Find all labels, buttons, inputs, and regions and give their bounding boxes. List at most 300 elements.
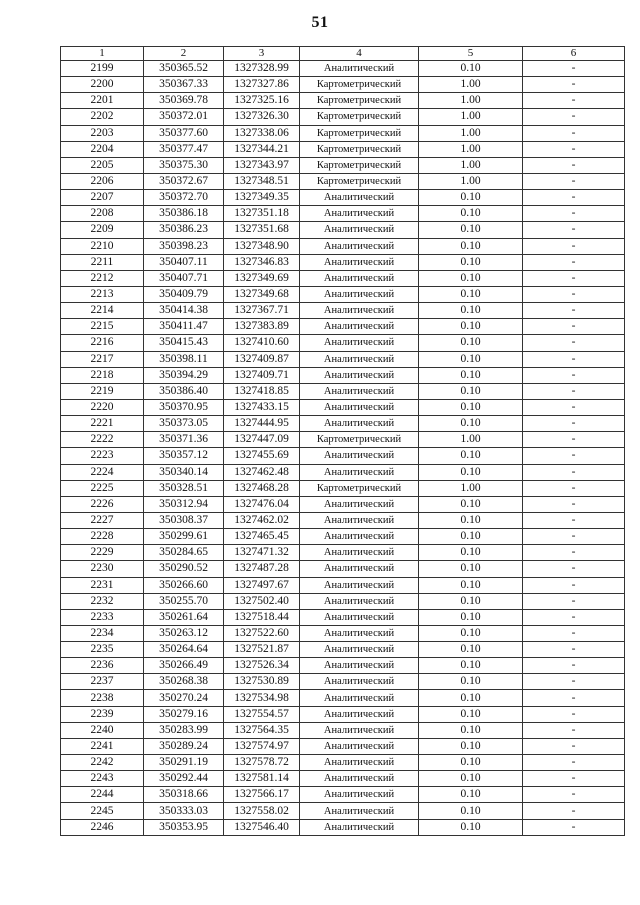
accuracy-cell: 1.00 <box>419 93 523 109</box>
method-cell: Картометрический <box>300 157 419 173</box>
method-cell: Аналитический <box>300 787 419 803</box>
x-coordinate-cell: 350333.03 <box>144 803 224 819</box>
note-cell: - <box>523 771 625 787</box>
x-coordinate-cell: 350284.65 <box>144 545 224 561</box>
table-row <box>61 351 625 367</box>
x-coordinate-cell: 350268.38 <box>144 674 224 690</box>
y-coordinate-cell: 1327564.35 <box>224 722 300 738</box>
accuracy-cell: 0.10 <box>419 545 523 561</box>
note-cell: - <box>523 561 625 577</box>
y-coordinate-cell: 1327444.95 <box>224 416 300 432</box>
accuracy-cell: 0.10 <box>419 367 523 383</box>
note-cell: - <box>523 593 625 609</box>
y-coordinate-cell: 1327409.87 <box>224 351 300 367</box>
table-row <box>61 93 625 109</box>
x-coordinate-cell: 350328.51 <box>144 480 224 496</box>
point-number-cell: 2240 <box>61 722 144 738</box>
note-cell: - <box>523 399 625 415</box>
method-cell: Аналитический <box>300 706 419 722</box>
point-number-cell: 2206 <box>61 173 144 189</box>
y-coordinate-cell: 1327349.35 <box>224 190 300 206</box>
y-coordinate-cell: 1327566.17 <box>224 787 300 803</box>
table-row <box>61 432 625 448</box>
method-cell: Аналитический <box>300 529 419 545</box>
accuracy-cell: 0.10 <box>419 787 523 803</box>
accuracy-cell: 0.10 <box>419 642 523 658</box>
point-number-cell: 2228 <box>61 529 144 545</box>
point-number-cell: 2209 <box>61 222 144 238</box>
accuracy-cell: 0.10 <box>419 254 523 270</box>
note-cell: - <box>523 61 625 77</box>
x-coordinate-cell: 350377.47 <box>144 141 224 157</box>
method-cell: Аналитический <box>300 625 419 641</box>
table-row <box>61 771 625 787</box>
x-coordinate-cell: 350371.36 <box>144 432 224 448</box>
note-cell: - <box>523 819 625 835</box>
coordinates-table <box>60 46 625 836</box>
y-coordinate-cell: 1327487.28 <box>224 561 300 577</box>
point-number-cell: 2246 <box>61 819 144 835</box>
x-coordinate-cell: 350411.47 <box>144 319 224 335</box>
note-cell: - <box>523 319 625 335</box>
note-cell: - <box>523 464 625 480</box>
method-cell: Аналитический <box>300 286 419 302</box>
table-row <box>61 77 625 93</box>
x-coordinate-cell: 350369.78 <box>144 93 224 109</box>
note-cell: - <box>523 173 625 189</box>
column-header-1: 1 <box>61 47 144 61</box>
x-coordinate-cell: 350375.30 <box>144 157 224 173</box>
method-cell: Аналитический <box>300 803 419 819</box>
point-number-cell: 2225 <box>61 480 144 496</box>
note-cell: - <box>523 609 625 625</box>
accuracy-cell: 0.10 <box>419 609 523 625</box>
y-coordinate-cell: 1327348.90 <box>224 238 300 254</box>
x-coordinate-cell: 350291.19 <box>144 755 224 771</box>
note-cell: - <box>523 222 625 238</box>
x-coordinate-cell: 350261.64 <box>144 609 224 625</box>
point-number-cell: 2214 <box>61 303 144 319</box>
note-cell: - <box>523 738 625 754</box>
point-number-cell: 2232 <box>61 593 144 609</box>
x-coordinate-cell: 350372.70 <box>144 190 224 206</box>
point-number-cell: 2207 <box>61 190 144 206</box>
x-coordinate-cell: 350372.67 <box>144 173 224 189</box>
x-coordinate-cell: 350377.60 <box>144 125 224 141</box>
accuracy-cell: 0.10 <box>419 238 523 254</box>
note-cell: - <box>523 93 625 109</box>
y-coordinate-cell: 1327455.69 <box>224 448 300 464</box>
accuracy-cell: 0.10 <box>419 738 523 754</box>
y-coordinate-cell: 1327526.34 <box>224 658 300 674</box>
method-cell: Аналитический <box>300 545 419 561</box>
point-number-cell: 2201 <box>61 93 144 109</box>
note-cell: - <box>523 270 625 286</box>
accuracy-cell: 0.10 <box>419 512 523 528</box>
note-cell: - <box>523 367 625 383</box>
accuracy-cell: 0.10 <box>419 755 523 771</box>
method-cell: Аналитический <box>300 383 419 399</box>
accuracy-cell: 0.10 <box>419 270 523 286</box>
y-coordinate-cell: 1327349.69 <box>224 270 300 286</box>
y-coordinate-cell: 1327409.71 <box>224 367 300 383</box>
accuracy-cell: 1.00 <box>419 141 523 157</box>
method-cell: Аналитический <box>300 367 419 383</box>
accuracy-cell: 1.00 <box>419 432 523 448</box>
x-coordinate-cell: 350414.38 <box>144 303 224 319</box>
method-cell: Аналитический <box>300 690 419 706</box>
y-coordinate-cell: 1327476.04 <box>224 496 300 512</box>
accuracy-cell: 0.10 <box>419 383 523 399</box>
x-coordinate-cell: 350415.43 <box>144 335 224 351</box>
table-row <box>61 416 625 432</box>
x-coordinate-cell: 350367.33 <box>144 77 224 93</box>
table-header-row <box>61 47 625 61</box>
note-cell: - <box>523 529 625 545</box>
table-row <box>61 803 625 819</box>
accuracy-cell: 0.10 <box>419 577 523 593</box>
method-cell: Аналитический <box>300 609 419 625</box>
table-row <box>61 609 625 625</box>
point-number-cell: 2221 <box>61 416 144 432</box>
x-coordinate-cell: 350299.61 <box>144 529 224 545</box>
method-cell: Аналитический <box>300 496 419 512</box>
point-number-cell: 2204 <box>61 141 144 157</box>
accuracy-cell: 0.10 <box>419 819 523 835</box>
table-row <box>61 625 625 641</box>
point-number-cell: 2241 <box>61 738 144 754</box>
note-cell: - <box>523 125 625 141</box>
method-cell: Аналитический <box>300 190 419 206</box>
table-row <box>61 206 625 222</box>
method-cell: Аналитический <box>300 577 419 593</box>
note-cell: - <box>523 286 625 302</box>
note-cell: - <box>523 77 625 93</box>
x-coordinate-cell: 350266.49 <box>144 658 224 674</box>
table-row <box>61 561 625 577</box>
table-row <box>61 319 625 335</box>
table-row <box>61 706 625 722</box>
point-number-cell: 2219 <box>61 383 144 399</box>
method-cell: Картометрический <box>300 109 419 125</box>
note-cell: - <box>523 787 625 803</box>
y-coordinate-cell: 1327502.40 <box>224 593 300 609</box>
method-cell: Аналитический <box>300 238 419 254</box>
x-coordinate-cell: 350270.24 <box>144 690 224 706</box>
table-row <box>61 222 625 238</box>
accuracy-cell: 0.10 <box>419 464 523 480</box>
note-cell: - <box>523 432 625 448</box>
table-row <box>61 303 625 319</box>
x-coordinate-cell: 350365.52 <box>144 61 224 77</box>
column-header-2: 2 <box>144 47 224 61</box>
table-row <box>61 399 625 415</box>
table-row <box>61 577 625 593</box>
point-number-cell: 2242 <box>61 755 144 771</box>
y-coordinate-cell: 1327344.21 <box>224 141 300 157</box>
method-cell: Аналитический <box>300 464 419 480</box>
point-number-cell: 2217 <box>61 351 144 367</box>
accuracy-cell: 0.10 <box>419 416 523 432</box>
table-row <box>61 141 625 157</box>
y-coordinate-cell: 1327383.89 <box>224 319 300 335</box>
x-coordinate-cell: 350386.40 <box>144 383 224 399</box>
note-cell: - <box>523 706 625 722</box>
table-row <box>61 787 625 803</box>
x-coordinate-cell: 350263.12 <box>144 625 224 641</box>
column-header-4: 4 <box>300 47 419 61</box>
point-number-cell: 2226 <box>61 496 144 512</box>
accuracy-cell: 0.10 <box>419 529 523 545</box>
method-cell: Аналитический <box>300 319 419 335</box>
y-coordinate-cell: 1327351.68 <box>224 222 300 238</box>
point-number-cell: 2233 <box>61 609 144 625</box>
point-number-cell: 2227 <box>61 512 144 528</box>
method-cell: Аналитический <box>300 416 419 432</box>
point-number-cell: 2208 <box>61 206 144 222</box>
x-coordinate-cell: 350372.01 <box>144 109 224 125</box>
method-cell: Аналитический <box>300 755 419 771</box>
table-row <box>61 61 625 77</box>
note-cell: - <box>523 416 625 432</box>
column-header-3: 3 <box>224 47 300 61</box>
x-coordinate-cell: 350398.23 <box>144 238 224 254</box>
note-cell: - <box>523 642 625 658</box>
point-number-cell: 2211 <box>61 254 144 270</box>
column-header-6: 6 <box>523 47 625 61</box>
table-row <box>61 190 625 206</box>
x-coordinate-cell: 350308.37 <box>144 512 224 528</box>
point-number-cell: 2203 <box>61 125 144 141</box>
note-cell: - <box>523 658 625 674</box>
accuracy-cell: 1.00 <box>419 157 523 173</box>
point-number-cell: 2239 <box>61 706 144 722</box>
y-coordinate-cell: 1327521.87 <box>224 642 300 658</box>
accuracy-cell: 0.10 <box>419 303 523 319</box>
accuracy-cell: 0.10 <box>419 561 523 577</box>
method-cell: Аналитический <box>300 561 419 577</box>
accuracy-cell: 0.10 <box>419 222 523 238</box>
x-coordinate-cell: 350386.18 <box>144 206 224 222</box>
y-coordinate-cell: 1327462.48 <box>224 464 300 480</box>
note-cell: - <box>523 803 625 819</box>
x-coordinate-cell: 350398.11 <box>144 351 224 367</box>
y-coordinate-cell: 1327578.72 <box>224 755 300 771</box>
note-cell: - <box>523 755 625 771</box>
method-cell: Картометрический <box>300 432 419 448</box>
note-cell: - <box>523 238 625 254</box>
table-row <box>61 722 625 738</box>
accuracy-cell: 0.10 <box>419 61 523 77</box>
point-number-cell: 2243 <box>61 771 144 787</box>
point-number-cell: 2202 <box>61 109 144 125</box>
y-coordinate-cell: 1327518.44 <box>224 609 300 625</box>
note-cell: - <box>523 109 625 125</box>
table-row <box>61 642 625 658</box>
method-cell: Аналитический <box>300 593 419 609</box>
accuracy-cell: 0.10 <box>419 706 523 722</box>
y-coordinate-cell: 1327349.68 <box>224 286 300 302</box>
table-row <box>61 157 625 173</box>
method-cell: Аналитический <box>300 819 419 835</box>
point-number-cell: 2224 <box>61 464 144 480</box>
y-coordinate-cell: 1327581.14 <box>224 771 300 787</box>
y-coordinate-cell: 1327367.71 <box>224 303 300 319</box>
note-cell: - <box>523 206 625 222</box>
accuracy-cell: 1.00 <box>419 480 523 496</box>
page-number: 51 <box>311 14 329 31</box>
table-row <box>61 335 625 351</box>
accuracy-cell: 0.10 <box>419 206 523 222</box>
accuracy-cell: 0.10 <box>419 625 523 641</box>
y-coordinate-cell: 1327574.97 <box>224 738 300 754</box>
y-coordinate-cell: 1327343.97 <box>224 157 300 173</box>
x-coordinate-cell: 350312.94 <box>144 496 224 512</box>
note-cell: - <box>523 480 625 496</box>
x-coordinate-cell: 350289.24 <box>144 738 224 754</box>
x-coordinate-cell: 350283.99 <box>144 722 224 738</box>
y-coordinate-cell: 1327471.32 <box>224 545 300 561</box>
point-number-cell: 2222 <box>61 432 144 448</box>
point-number-cell: 2237 <box>61 674 144 690</box>
method-cell: Аналитический <box>300 771 419 787</box>
method-cell: Аналитический <box>300 351 419 367</box>
point-number-cell: 2200 <box>61 77 144 93</box>
note-cell: - <box>523 512 625 528</box>
table-row <box>61 545 625 561</box>
y-coordinate-cell: 1327338.06 <box>224 125 300 141</box>
point-number-cell: 2235 <box>61 642 144 658</box>
method-cell: Картометрический <box>300 173 419 189</box>
y-coordinate-cell: 1327554.57 <box>224 706 300 722</box>
note-cell: - <box>523 496 625 512</box>
note-cell: - <box>523 448 625 464</box>
method-cell: Аналитический <box>300 448 419 464</box>
y-coordinate-cell: 1327325.16 <box>224 93 300 109</box>
note-cell: - <box>523 577 625 593</box>
method-cell: Картометрический <box>300 77 419 93</box>
method-cell: Аналитический <box>300 512 419 528</box>
table-row <box>61 367 625 383</box>
point-number-cell: 2234 <box>61 625 144 641</box>
table-row <box>61 512 625 528</box>
note-cell: - <box>523 254 625 270</box>
point-number-cell: 2213 <box>61 286 144 302</box>
table-row <box>61 173 625 189</box>
x-coordinate-cell: 350290.52 <box>144 561 224 577</box>
table-row <box>61 658 625 674</box>
method-cell: Картометрический <box>300 141 419 157</box>
note-cell: - <box>523 141 625 157</box>
x-coordinate-cell: 350255.70 <box>144 593 224 609</box>
table-row <box>61 819 625 835</box>
table-row <box>61 286 625 302</box>
x-coordinate-cell: 350407.11 <box>144 254 224 270</box>
x-coordinate-cell: 350357.12 <box>144 448 224 464</box>
accuracy-cell: 1.00 <box>419 173 523 189</box>
method-cell: Картометрический <box>300 125 419 141</box>
x-coordinate-cell: 350353.95 <box>144 819 224 835</box>
accuracy-cell: 0.10 <box>419 674 523 690</box>
note-cell: - <box>523 190 625 206</box>
column-header-5: 5 <box>419 47 523 61</box>
y-coordinate-cell: 1327328.99 <box>224 61 300 77</box>
method-cell: Картометрический <box>300 480 419 496</box>
method-cell: Картометрический <box>300 93 419 109</box>
method-cell: Аналитический <box>300 270 419 286</box>
point-number-cell: 2244 <box>61 787 144 803</box>
table-row <box>61 254 625 270</box>
y-coordinate-cell: 1327468.28 <box>224 480 300 496</box>
table-row <box>61 755 625 771</box>
y-coordinate-cell: 1327433.15 <box>224 399 300 415</box>
y-coordinate-cell: 1327348.51 <box>224 173 300 189</box>
table-row <box>61 448 625 464</box>
y-coordinate-cell: 1327546.40 <box>224 819 300 835</box>
note-cell: - <box>523 157 625 173</box>
accuracy-cell: 0.10 <box>419 722 523 738</box>
y-coordinate-cell: 1327447.09 <box>224 432 300 448</box>
point-number-cell: 2210 <box>61 238 144 254</box>
x-coordinate-cell: 350370.95 <box>144 399 224 415</box>
y-coordinate-cell: 1327465.45 <box>224 529 300 545</box>
accuracy-cell: 1.00 <box>419 109 523 125</box>
accuracy-cell: 0.10 <box>419 351 523 367</box>
point-number-cell: 2229 <box>61 545 144 561</box>
table-row <box>61 464 625 480</box>
accuracy-cell: 0.10 <box>419 286 523 302</box>
table-row <box>61 109 625 125</box>
y-coordinate-cell: 1327534.98 <box>224 690 300 706</box>
accuracy-cell: 0.10 <box>419 190 523 206</box>
point-number-cell: 2199 <box>61 61 144 77</box>
note-cell: - <box>523 674 625 690</box>
method-cell: Аналитический <box>300 658 419 674</box>
point-number-cell: 2238 <box>61 690 144 706</box>
point-number-cell: 2215 <box>61 319 144 335</box>
x-coordinate-cell: 350386.23 <box>144 222 224 238</box>
note-cell: - <box>523 303 625 319</box>
method-cell: Аналитический <box>300 254 419 270</box>
point-number-cell: 2218 <box>61 367 144 383</box>
accuracy-cell: 0.10 <box>419 658 523 674</box>
accuracy-cell: 0.10 <box>419 771 523 787</box>
accuracy-cell: 1.00 <box>419 125 523 141</box>
y-coordinate-cell: 1327326.30 <box>224 109 300 125</box>
x-coordinate-cell: 350292.44 <box>144 771 224 787</box>
table-row <box>61 690 625 706</box>
y-coordinate-cell: 1327530.89 <box>224 674 300 690</box>
method-cell: Аналитический <box>300 206 419 222</box>
accuracy-cell: 0.10 <box>419 319 523 335</box>
y-coordinate-cell: 1327351.18 <box>224 206 300 222</box>
table-row <box>61 238 625 254</box>
note-cell: - <box>523 545 625 561</box>
point-number-cell: 2216 <box>61 335 144 351</box>
accuracy-cell: 1.00 <box>419 77 523 93</box>
accuracy-cell: 0.10 <box>419 335 523 351</box>
y-coordinate-cell: 1327346.83 <box>224 254 300 270</box>
table-row <box>61 383 625 399</box>
method-cell: Аналитический <box>300 642 419 658</box>
point-number-cell: 2230 <box>61 561 144 577</box>
x-coordinate-cell: 350394.29 <box>144 367 224 383</box>
y-coordinate-cell: 1327462.02 <box>224 512 300 528</box>
y-coordinate-cell: 1327558.02 <box>224 803 300 819</box>
note-cell: - <box>523 383 625 399</box>
table-row <box>61 270 625 286</box>
method-cell: Аналитический <box>300 674 419 690</box>
